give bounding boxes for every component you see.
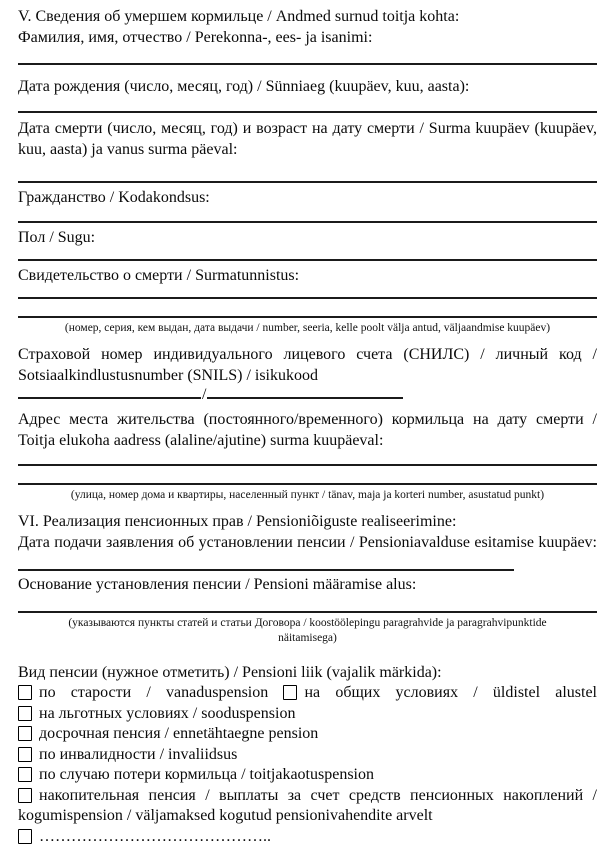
pension-type-option-2: на льготных условиях / sooduspension <box>39 704 296 722</box>
pension-type-row-1 <box>18 683 597 704</box>
pension-type-option-1: на общих условиях / üldistel alustel <box>304 684 598 701</box>
pension-type-row-2 <box>18 704 597 725</box>
birth-date-field-line[interactable] <box>18 111 597 113</box>
pension-type-option-5: по случаю потери кормильца / toitjakaotuspension <box>39 766 374 783</box>
snils-separator: / <box>202 386 207 403</box>
sex-field-line[interactable] <box>18 259 597 261</box>
pension-type-row-3 <box>18 724 597 745</box>
sex-label: Пол / Sugu: <box>18 229 96 246</box>
pension-type-option-6: накопительная пенсия / выплаты за счет средств пенсионных накоплений / kogumispension / väljamaksed kogutud pensionivahendite arvelt <box>18 786 597 824</box>
checkbox-old-age-pension[interactable] <box>18 685 32 700</box>
snils-label: Страховой номер индивидуального лицевого счета (СНИЛС) / личный код / Sotsiaalkindlustusnumber (SNILS) / isikukood <box>18 346 597 384</box>
snils-field-line-left[interactable] <box>18 388 201 399</box>
death-certificate-hint: (номер, серия, кем выдан, дата выдачи / number, seeria, kelle poolt välja antud, väljaandmise kuupäev) <box>64 322 551 334</box>
basis-hint: (указываются пункты статей и статьи Договора / koostöölepingu paragrahvide ja paragrahvipunktide näitamisega) <box>68 617 547 644</box>
pension-type-row-5 <box>18 765 597 786</box>
death-date-label: Дата смерти (число, месяц, год) и возраст на дату смерти / Surma kuupäev (kuupäev, kuu, aasta) ja vanus surma päeval: <box>18 120 597 158</box>
basis-field-line[interactable] <box>18 611 597 613</box>
pension-type-option-4: по инвалидности / invaliidsus <box>39 745 238 763</box>
address-field-line-2[interactable] <box>18 483 597 485</box>
death-certificate-field-line-2[interactable] <box>18 316 597 318</box>
section-v-title: V. Сведения об умершем кормильце / Andmed surnud toitja kohta: <box>18 8 460 25</box>
birth-date-label: Дата рождения (число, месяц, год) / Sünniaeg (kuupäev, kuu, aasta): <box>18 78 470 95</box>
checkbox-funded-pension[interactable] <box>18 788 32 803</box>
pension-type-row-7 <box>18 827 597 848</box>
checkbox-survivor-pension[interactable] <box>18 767 32 782</box>
basis-label: Основание установления пенсии / Pensioni määramise alus: <box>18 576 417 593</box>
application-date-field-line[interactable] <box>18 566 514 571</box>
citizenship-field-line[interactable] <box>18 221 597 223</box>
death-date-field-line[interactable] <box>18 181 597 183</box>
name-label: Фамилия, имя, отчество / Perekonna-, ees- ja isanimi: <box>18 29 373 46</box>
death-certificate-field-line-1[interactable] <box>18 297 597 299</box>
snils-field-line-right[interactable] <box>207 388 403 399</box>
pension-type-label: Вид пенсии (нужное отметить) / Pensioni liik (vajalik märkida): <box>18 664 442 681</box>
pension-type-row-4 <box>18 745 597 766</box>
application-date-label-text: Дата подачи заявления об установлении пенсии / Pensioniavalduse esitamise kuupäev: <box>18 534 597 551</box>
pension-type-option-3: досрочная пенсия / ennetähtaegne pension <box>39 725 319 742</box>
pension-type-row-6 <box>18 786 597 827</box>
checkbox-early-pension[interactable] <box>18 726 32 741</box>
citizenship-label: Гражданство / Kodakondsus: <box>18 189 210 206</box>
death-certificate-label: Свидетельство о смерти / Surmatunnistus: <box>18 267 300 284</box>
snils-field-row <box>18 388 597 401</box>
pension-type-option-7: …………………………………….. <box>39 827 271 845</box>
pension-type-option-0: по старости / vanaduspension <box>39 684 269 701</box>
checkbox-general-conditions[interactable] <box>283 685 297 700</box>
name-field-line[interactable] <box>18 63 597 65</box>
address-field-line-1[interactable] <box>18 464 597 466</box>
section-vi-title: VI. Реализация пенсионных прав / Pensioniõiguste realiseerimine: <box>18 513 457 530</box>
checkbox-other-pension[interactable] <box>18 829 32 844</box>
application-date-label <box>18 532 597 574</box>
address-hint: (улица, номер дома и квартиры, населенный пункт / tänav, maja ja korteri number, asustatud punkt) <box>70 489 545 501</box>
address-label: Адрес места жительства (постоянного/временного) кормильца на дату смерти / Toitja elukoha aadress (alaline/ajutine) surma kuupäeval: <box>18 411 597 449</box>
checkbox-preferential-conditions[interactable] <box>18 706 32 721</box>
checkbox-disability-pension[interactable] <box>18 747 32 762</box>
